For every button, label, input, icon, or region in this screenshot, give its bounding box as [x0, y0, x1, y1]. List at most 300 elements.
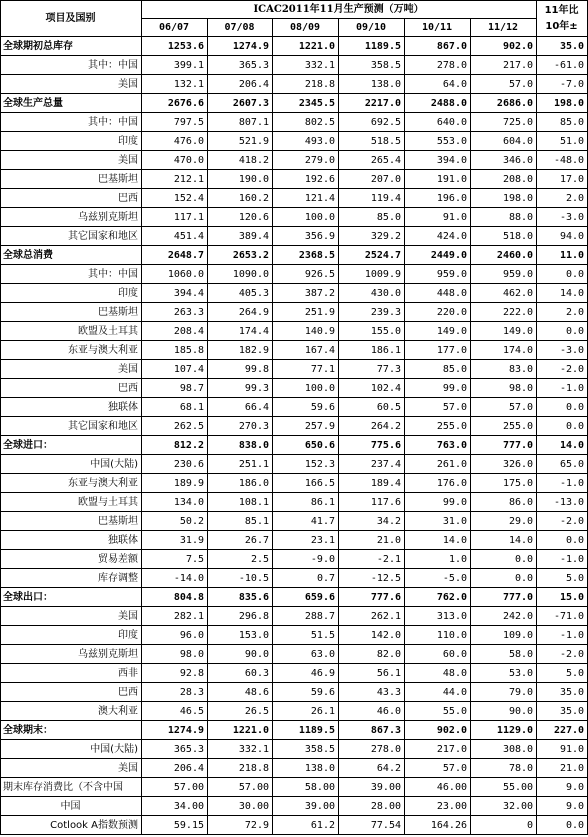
value-cell: 46.9: [273, 664, 339, 683]
value-cell: 1274.9: [208, 37, 273, 56]
table-row: [1, 797, 588, 816]
value-cell: 208.0: [471, 170, 537, 189]
value-cell: 405.3: [208, 284, 273, 303]
value-cell: 239.3: [339, 303, 405, 322]
value-cell: 48.6: [208, 683, 273, 702]
value-cell: 518.5: [339, 132, 405, 151]
value-cell: 58.00: [273, 778, 339, 797]
row-label: 全球期初总库存: [1, 37, 142, 56]
value-cell: 2676.6: [142, 94, 208, 113]
change-cell: -13.0: [537, 493, 588, 512]
row-label: 全球进口：: [1, 436, 142, 455]
change-cell: 2.0: [537, 303, 588, 322]
value-cell: 90.0: [208, 645, 273, 664]
value-cell: 251.1: [208, 455, 273, 474]
table-row: [1, 341, 588, 360]
value-cell: 100.0: [273, 379, 339, 398]
row-label: 巴基斯坦: [1, 303, 142, 322]
value-cell: 99.0: [405, 379, 471, 398]
change-cell: -3.0: [537, 208, 588, 227]
table-row: [1, 360, 588, 379]
table-row: [1, 493, 588, 512]
value-cell: 365.3: [208, 56, 273, 75]
value-cell: 98.0: [142, 645, 208, 664]
value-cell: 448.0: [405, 284, 471, 303]
row-label: 东亚与澳大利亚: [1, 341, 142, 360]
table-row: [1, 56, 588, 75]
value-cell: 109.0: [471, 626, 537, 645]
value-cell: 132.1: [142, 75, 208, 94]
value-cell: 79.0: [471, 683, 537, 702]
row-label: 其它国家和地区: [1, 417, 142, 436]
change-cell: 0.0: [537, 265, 588, 284]
row-label: 西非: [1, 664, 142, 683]
value-cell: 44.0: [405, 683, 471, 702]
table-row: [1, 569, 588, 588]
change-cell: 14.0: [537, 284, 588, 303]
value-cell: 85.1: [208, 512, 273, 531]
value-cell: 313.0: [405, 607, 471, 626]
value-cell: 138.0: [273, 759, 339, 778]
change-cell: -1.0: [537, 474, 588, 493]
value-cell: 424.0: [405, 227, 471, 246]
row-label: 独联体: [1, 398, 142, 417]
value-cell: 1274.9: [142, 721, 208, 740]
value-cell: 2653.2: [208, 246, 273, 265]
value-cell: 31.0: [405, 512, 471, 531]
value-cell: 155.0: [339, 322, 405, 341]
change-cell: -1.0: [537, 379, 588, 398]
change-cell: -71.0: [537, 607, 588, 626]
value-cell: 72.9: [208, 816, 273, 835]
value-cell: 176.0: [405, 474, 471, 493]
value-cell: 98.0: [471, 379, 537, 398]
value-cell: 867.3: [339, 721, 405, 740]
value-cell: 41.7: [273, 512, 339, 531]
value-cell: 34.00: [142, 797, 208, 816]
row-label: 贸易差额: [1, 550, 142, 569]
row-label: 独联体: [1, 531, 142, 550]
value-cell: 98.7: [142, 379, 208, 398]
value-cell: 189.4: [339, 474, 405, 493]
value-cell: 90.0: [471, 702, 537, 721]
value-cell: 242.0: [471, 607, 537, 626]
value-cell: 1090.0: [208, 265, 273, 284]
value-cell: 358.5: [273, 740, 339, 759]
value-cell: 346.0: [471, 151, 537, 170]
row-label: 东亚与澳大利亚: [1, 474, 142, 493]
value-cell: 387.2: [273, 284, 339, 303]
row-label: 巴西: [1, 379, 142, 398]
row-label: 全球出口：: [1, 588, 142, 607]
value-cell: 48.0: [405, 664, 471, 683]
table-row: [1, 740, 588, 759]
row-label: 全球期末：: [1, 721, 142, 740]
value-cell: 78.0: [471, 759, 537, 778]
value-cell: 650.6: [273, 436, 339, 455]
change-cell: 0.0: [537, 417, 588, 436]
change-cell: 17.0: [537, 170, 588, 189]
row-label: 印度: [1, 626, 142, 645]
value-cell: 192.6: [273, 170, 339, 189]
change-cell: 91.0: [537, 740, 588, 759]
year-header: 10/11: [405, 19, 471, 37]
header-row-1: [1, 1, 588, 19]
value-cell: 262.1: [339, 607, 405, 626]
row-label: 美国: [1, 75, 142, 94]
value-cell: 659.6: [273, 588, 339, 607]
value-cell: 0: [471, 816, 537, 835]
value-cell: 100.0: [273, 208, 339, 227]
table-row: [1, 474, 588, 493]
change-cell: 85.0: [537, 113, 588, 132]
value-cell: 237.4: [339, 455, 405, 474]
change-cell: 9.0: [537, 797, 588, 816]
value-cell: 186.0: [208, 474, 273, 493]
value-cell: 521.9: [208, 132, 273, 151]
value-cell: 82.0: [339, 645, 405, 664]
value-cell: 356.9: [273, 227, 339, 246]
value-cell: 167.4: [273, 341, 339, 360]
table-row: [1, 683, 588, 702]
change-column-header: [537, 1, 588, 37]
value-cell: -12.5: [339, 569, 405, 588]
value-cell: 553.0: [405, 132, 471, 151]
value-cell: 418.2: [208, 151, 273, 170]
table-row: [1, 151, 588, 170]
change-cell: 51.0: [537, 132, 588, 151]
value-cell: 164.26: [405, 816, 471, 835]
value-cell: 117.6: [339, 493, 405, 512]
value-cell: 121.4: [273, 189, 339, 208]
corner-label: 项目及国别: [1, 1, 142, 37]
value-cell: -14.0: [142, 569, 208, 588]
table-row: [1, 379, 588, 398]
value-cell: 1009.9: [339, 265, 405, 284]
year-header: 09/10: [339, 19, 405, 37]
value-cell: 61.2: [273, 816, 339, 835]
row-label: 美国: [1, 759, 142, 778]
value-cell: 51.5: [273, 626, 339, 645]
table-row: [1, 75, 588, 94]
value-cell: 762.0: [405, 588, 471, 607]
value-cell: 207.0: [339, 170, 405, 189]
table-row: [1, 208, 588, 227]
table-row: [1, 132, 588, 151]
value-cell: 220.0: [405, 303, 471, 322]
section-row: [1, 436, 588, 455]
value-cell: 867.0: [405, 37, 471, 56]
value-cell: 835.6: [208, 588, 273, 607]
value-cell: 212.1: [142, 170, 208, 189]
value-cell: 83.0: [471, 360, 537, 379]
table-row: [1, 702, 588, 721]
table-row: [1, 550, 588, 569]
change-cell: -61.0: [537, 56, 588, 75]
value-cell: 186.1: [339, 341, 405, 360]
value-cell: 177.0: [405, 341, 471, 360]
value-cell: 358.5: [339, 56, 405, 75]
value-cell: 32.00: [471, 797, 537, 816]
value-cell: 777.0: [471, 588, 537, 607]
change-cell: 0.0: [537, 816, 588, 835]
table-row: [1, 531, 588, 550]
value-cell: 140.9: [273, 322, 339, 341]
value-cell: 85.0: [339, 208, 405, 227]
row-label: 中国(大陆): [1, 455, 142, 474]
value-cell: 190.0: [208, 170, 273, 189]
value-cell: 1060.0: [142, 265, 208, 284]
value-cell: 14.0: [471, 531, 537, 550]
value-cell: 39.00: [273, 797, 339, 816]
change-cell: 65.0: [537, 455, 588, 474]
row-label: 欧盟及土耳其: [1, 322, 142, 341]
value-cell: 57.00: [142, 778, 208, 797]
value-cell: 230.6: [142, 455, 208, 474]
value-cell: 389.4: [208, 227, 273, 246]
table-row: [1, 284, 588, 303]
value-cell: 218.8: [273, 75, 339, 94]
value-cell: 278.0: [405, 56, 471, 75]
table-row: [1, 626, 588, 645]
value-cell: 96.0: [142, 626, 208, 645]
row-label: 其它国家和地区: [1, 227, 142, 246]
value-cell: 2449.0: [405, 246, 471, 265]
value-cell: 175.0: [471, 474, 537, 493]
table-row: [1, 645, 588, 664]
value-cell: 117.1: [142, 208, 208, 227]
value-cell: 476.0: [142, 132, 208, 151]
value-cell: 55.0: [405, 702, 471, 721]
value-cell: 1221.0: [208, 721, 273, 740]
value-cell: 64.0: [405, 75, 471, 94]
change-cell: -48.0: [537, 151, 588, 170]
change-cell: 0.0: [537, 398, 588, 417]
value-cell: 257.9: [273, 417, 339, 436]
value-cell: 308.0: [471, 740, 537, 759]
value-cell: 149.0: [471, 322, 537, 341]
value-cell: 107.4: [142, 360, 208, 379]
value-cell: 34.2: [339, 512, 405, 531]
value-cell: 278.0: [339, 740, 405, 759]
value-cell: 777.6: [339, 588, 405, 607]
change-cell: 5.0: [537, 569, 588, 588]
value-cell: 57.0: [405, 398, 471, 417]
value-cell: 59.6: [273, 398, 339, 417]
value-cell: 640.0: [405, 113, 471, 132]
value-cell: 66.4: [208, 398, 273, 417]
change-cell: -2.0: [537, 360, 588, 379]
change-cell: -3.0: [537, 341, 588, 360]
change-cell: 15.0: [537, 588, 588, 607]
value-cell: 251.9: [273, 303, 339, 322]
value-cell: 99.8: [208, 360, 273, 379]
value-cell: 763.0: [405, 436, 471, 455]
value-cell: 775.6: [339, 436, 405, 455]
value-cell: 39.00: [339, 778, 405, 797]
value-cell: 26.5: [208, 702, 273, 721]
table-row: [1, 113, 588, 132]
value-cell: 0.0: [471, 550, 537, 569]
value-cell: 134.0: [142, 493, 208, 512]
year-header: 08/09: [273, 19, 339, 37]
value-cell: 0.0: [471, 569, 537, 588]
value-cell: 462.0: [471, 284, 537, 303]
value-cell: 2.5: [208, 550, 273, 569]
section-row: [1, 246, 588, 265]
value-cell: 2607.3: [208, 94, 273, 113]
value-cell: 21.0: [339, 531, 405, 550]
value-cell: 208.4: [142, 322, 208, 341]
row-label: 美国: [1, 360, 142, 379]
value-cell: 152.3: [273, 455, 339, 474]
value-cell: 91.0: [405, 208, 471, 227]
value-cell: 807.1: [208, 113, 273, 132]
row-label: 巴西: [1, 683, 142, 702]
row-label: 其中：中国: [1, 56, 142, 75]
row-label: 美国: [1, 607, 142, 626]
change-cell: -1.0: [537, 550, 588, 569]
row-label: 其中：中国: [1, 265, 142, 284]
section-row: [1, 588, 588, 607]
table-row: [1, 189, 588, 208]
value-cell: 60.3: [208, 664, 273, 683]
table-row: [1, 664, 588, 683]
value-cell: 802.5: [273, 113, 339, 132]
value-cell: 77.1: [273, 360, 339, 379]
value-cell: 57.00: [208, 778, 273, 797]
value-cell: 2217.0: [339, 94, 405, 113]
row-label: 全球生产总量: [1, 94, 142, 113]
value-cell: 288.7: [273, 607, 339, 626]
year-header: 07/08: [208, 19, 273, 37]
value-cell: 110.0: [405, 626, 471, 645]
value-cell: 56.1: [339, 664, 405, 683]
value-cell: 86.1: [273, 493, 339, 512]
row-label: 欧盟与土耳其: [1, 493, 142, 512]
value-cell: 68.1: [142, 398, 208, 417]
value-cell: 2345.5: [273, 94, 339, 113]
section-row: [1, 37, 588, 56]
value-cell: 46.5: [142, 702, 208, 721]
value-cell: 59.6: [273, 683, 339, 702]
value-cell: 149.0: [405, 322, 471, 341]
row-label: 澳大利亚: [1, 702, 142, 721]
value-cell: 262.5: [142, 417, 208, 436]
table-row: [1, 170, 588, 189]
value-cell: 725.0: [471, 113, 537, 132]
table-row: [1, 455, 588, 474]
value-cell: 26.7: [208, 531, 273, 550]
value-cell: 902.0: [405, 721, 471, 740]
row-label: 库存调整: [1, 569, 142, 588]
value-cell: 222.0: [471, 303, 537, 322]
value-cell: 329.2: [339, 227, 405, 246]
value-cell: 255.0: [471, 417, 537, 436]
value-cell: 64.2: [339, 759, 405, 778]
value-cell: 152.4: [142, 189, 208, 208]
value-cell: 2686.0: [471, 94, 537, 113]
value-cell: 142.0: [339, 626, 405, 645]
change-header-line1: 11年比: [544, 4, 579, 16]
value-cell: 365.3: [142, 740, 208, 759]
change-cell: 0.0: [537, 531, 588, 550]
value-cell: 102.4: [339, 379, 405, 398]
value-cell: 189.9: [142, 474, 208, 493]
value-cell: 270.3: [208, 417, 273, 436]
row-label: Cotlook A指数预测: [1, 816, 142, 835]
value-cell: 31.9: [142, 531, 208, 550]
value-cell: 804.8: [142, 588, 208, 607]
value-cell: 399.1: [142, 56, 208, 75]
row-label: 其中：中国: [1, 113, 142, 132]
value-cell: 394.4: [142, 284, 208, 303]
year-header: 11/12: [471, 19, 537, 37]
value-cell: 58.0: [471, 645, 537, 664]
value-cell: 55.00: [471, 778, 537, 797]
value-cell: 206.4: [208, 75, 273, 94]
value-cell: 217.0: [471, 56, 537, 75]
value-cell: 261.0: [405, 455, 471, 474]
value-cell: 451.4: [142, 227, 208, 246]
value-cell: 198.0: [471, 189, 537, 208]
section-row: [1, 94, 588, 113]
table-row: [1, 398, 588, 417]
value-cell: 23.00: [405, 797, 471, 816]
value-cell: 1129.0: [471, 721, 537, 740]
value-cell: 2648.7: [142, 246, 208, 265]
value-cell: 119.4: [339, 189, 405, 208]
value-cell: 46.00: [405, 778, 471, 797]
value-cell: 812.2: [142, 436, 208, 455]
value-cell: 23.1: [273, 531, 339, 550]
section-row: [1, 721, 588, 740]
value-cell: -10.5: [208, 569, 273, 588]
value-cell: 264.2: [339, 417, 405, 436]
row-label: 印度: [1, 132, 142, 151]
value-cell: 518.0: [471, 227, 537, 246]
value-cell: 53.0: [471, 664, 537, 683]
value-cell: 86.0: [471, 493, 537, 512]
table-row: [1, 265, 588, 284]
value-cell: 430.0: [339, 284, 405, 303]
value-cell: 206.4: [142, 759, 208, 778]
value-cell: 1189.5: [273, 721, 339, 740]
change-cell: 2.0: [537, 189, 588, 208]
value-cell: 29.0: [471, 512, 537, 531]
row-label: 印度: [1, 284, 142, 303]
change-cell: 5.0: [537, 664, 588, 683]
change-cell: 35.0: [537, 683, 588, 702]
row-label: 乌兹别克斯坦: [1, 208, 142, 227]
value-cell: -5.0: [405, 569, 471, 588]
value-cell: 902.0: [471, 37, 537, 56]
value-cell: 92.8: [142, 664, 208, 683]
change-cell: -7.0: [537, 75, 588, 94]
value-cell: 2460.0: [471, 246, 537, 265]
row-label: 乌兹别克斯坦: [1, 645, 142, 664]
table-row: [1, 417, 588, 436]
value-cell: 1.0: [405, 550, 471, 569]
table-row: [1, 778, 588, 797]
change-cell: 21.0: [537, 759, 588, 778]
value-cell: -2.1: [339, 550, 405, 569]
value-cell: 296.8: [208, 607, 273, 626]
value-cell: 692.5: [339, 113, 405, 132]
change-cell: 0.0: [537, 322, 588, 341]
value-cell: 57.0: [471, 398, 537, 417]
value-cell: 263.3: [142, 303, 208, 322]
